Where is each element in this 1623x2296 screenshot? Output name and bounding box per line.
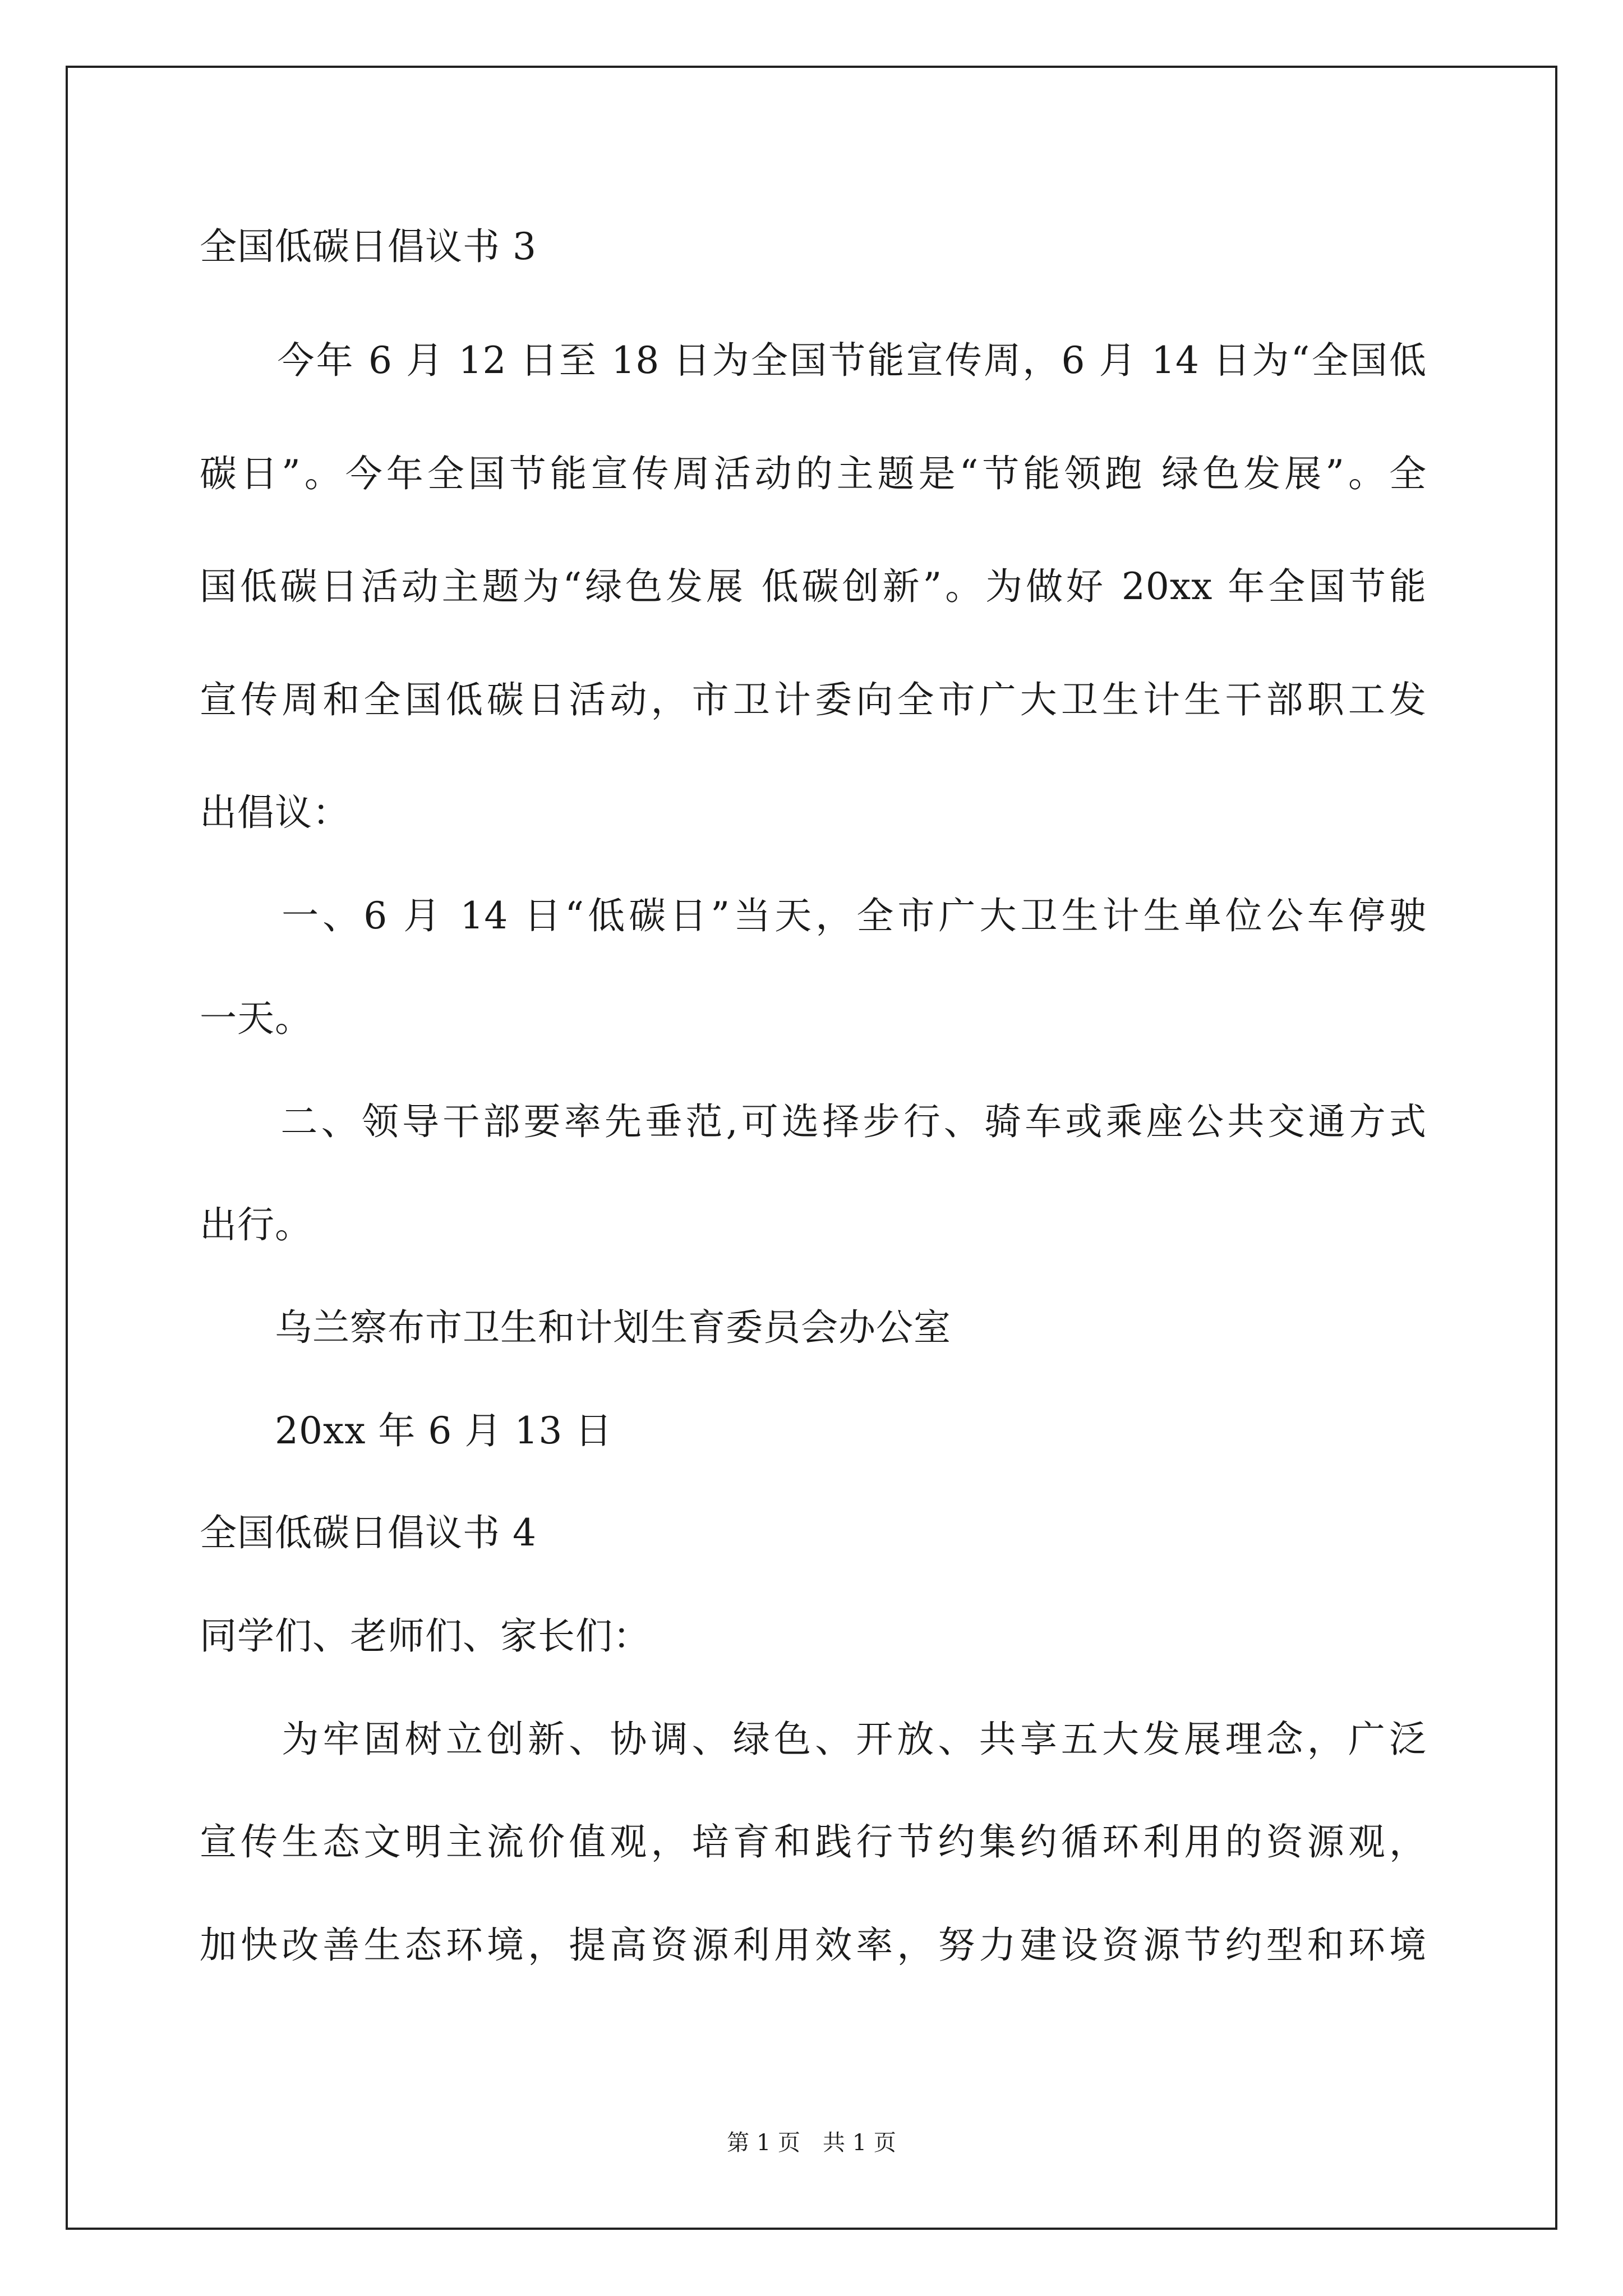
paragraph-line: 今年 6 月 12 日至 18 日为全国节能宣传周，6 月 14 日为“全国低 bbox=[200, 339, 1427, 382]
section-heading: 全国低碳日倡议书 3 bbox=[200, 225, 537, 268]
signature-date: 20xx 年 6 月 13 日 bbox=[200, 1409, 613, 1452]
paragraph-line: 宣传周和全国低碳日活动，市卫计委向全市广大卫生计生干部职工发 bbox=[200, 678, 1427, 721]
section-heading: 全国低碳日倡议书 4 bbox=[200, 1511, 537, 1554]
paragraph-line: 出倡议： bbox=[200, 791, 350, 834]
paragraph-line: 二、领导干部要率先垂范,可选择步行、骑车或乘座公共交通方式 bbox=[200, 1100, 1427, 1143]
page-number-footer: 第 1 页 共 1 页 bbox=[727, 2130, 896, 2156]
paragraph-line: 国低碳日活动主题为“绿色发展 低碳创新”。为做好 20xx 年全国节能 bbox=[200, 565, 1427, 608]
paragraph-line: 一天。 bbox=[200, 997, 312, 1040]
paragraph-line: 一、6 月 14 日“低碳日”当天，全市广大卫生计生单位公车停驶 bbox=[200, 894, 1427, 937]
paragraph-line: 出行。 bbox=[200, 1203, 312, 1246]
paragraph-line: 为牢固树立创新、协调、绿色、开放、共享五大发展理念，广泛 bbox=[200, 1718, 1427, 1761]
page-border bbox=[66, 66, 1557, 2230]
paragraph-line: 加快改善生态环境，提高资源利用效率，努力建设资源节约型和环境 bbox=[200, 1924, 1427, 1967]
paragraph-line: 碳日”。今年全国节能宣传周活动的主题是“节能领跑 绿色发展”。全 bbox=[200, 452, 1427, 495]
paragraph-line: 宣传生态文明主流价值观，培育和践行节约集约循环利用的资源观， bbox=[200, 1820, 1427, 1864]
salutation: 同学们、老师们、家长们： bbox=[200, 1614, 651, 1658]
signature-organization: 乌兰察布市卫生和计划生育委员会办公室 bbox=[200, 1306, 951, 1349]
